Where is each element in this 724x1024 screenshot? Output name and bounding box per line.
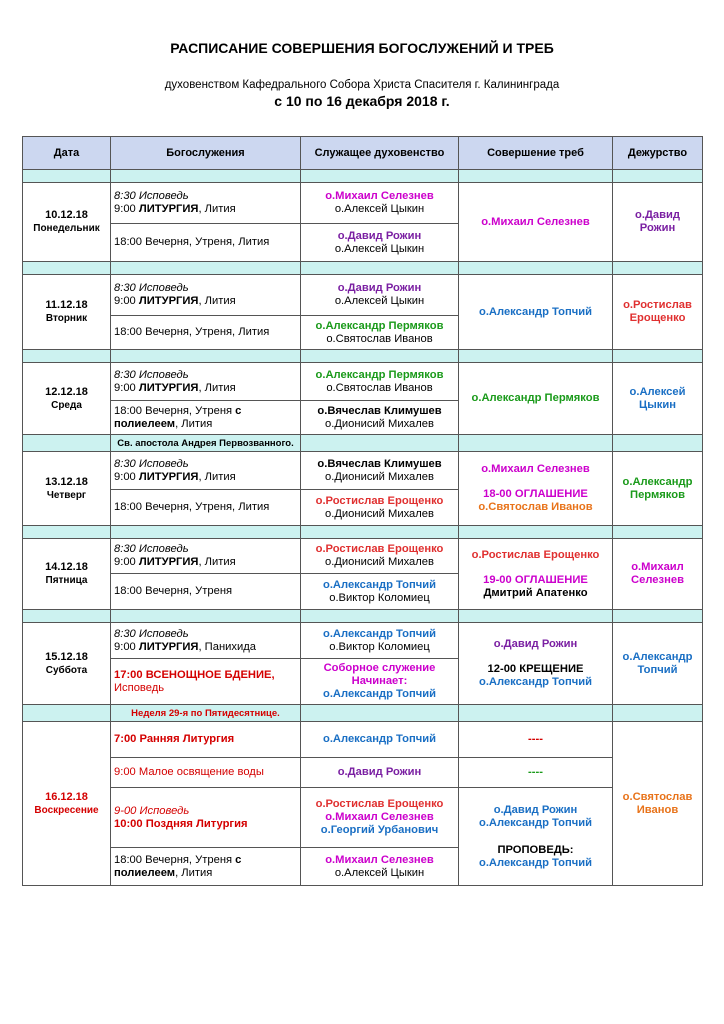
table-row [23, 539, 703, 574]
rites-cell: о.Александр Пермяков [459, 363, 613, 435]
rites-cell: о.Михаил Селезнев [459, 183, 613, 262]
spacer-row [23, 610, 703, 623]
date-cell: 10.12.18 Понедельник [23, 183, 111, 262]
document-title: РАСПИСАНИЕ СОВЕРШЕНИЯ БОГОСЛУЖЕНИЙ И ТРЕБ [170, 40, 554, 56]
rites-cell: ---- [459, 758, 613, 788]
clergy-cell: о.Александр Топчий о.Виктор Коломиец [301, 574, 459, 610]
duty-cell: о.Давид Рожин [613, 183, 703, 262]
service-cell: 8:30 Исповедь 9:00 ЛИТУРГИЯ, Панихида [111, 623, 301, 659]
service-cell: 8:30 Исповедь 9:00 ЛИТУРГИЯ, Лития [111, 363, 301, 401]
clergy-cell: о.Михаил Селезнев о.Алексей Цыкин [301, 848, 459, 886]
date-cell: 14.12.18 Пятница [23, 539, 111, 610]
service-cell: 18:00 Вечерня, Утреня с полиелеем, Лития [111, 848, 301, 886]
date-cell: 11.12.18 Вторник [23, 275, 111, 350]
date-cell: 15.12.18 Суббота [23, 623, 111, 705]
table-row [23, 452, 703, 490]
table-row [23, 363, 703, 401]
service-cell: 18:00 Вечерня, Утреня, Лития [111, 316, 301, 350]
clergy-cell: о.Михаил Селезнев о.Алексей Цыкин [301, 183, 459, 224]
document-period: с 10 по 16 декабря 2018 г. [274, 93, 450, 109]
service-cell: 9:00 Малое освящение воды [111, 758, 301, 788]
clergy-cell: о.Давид Рожин о.Алексей Цыкин [301, 224, 459, 262]
feast-note-row [23, 705, 703, 722]
clergy-cell: о.Давид Рожин [301, 758, 459, 788]
col-header-clergy: Служащее духовенство [301, 137, 459, 170]
table-row [23, 623, 703, 659]
clergy-cell: о.Александр Топчий о.Виктор Коломиец [301, 623, 459, 659]
spacer-row [23, 170, 703, 183]
feast-note-row [23, 435, 703, 452]
rites-cell: ---- [459, 722, 613, 758]
clergy-cell: о.Ростислав Ерощенко о.Дионисий Михалев [301, 490, 459, 526]
service-cell: 8:30 Исповедь 9:00 ЛИТУРГИЯ, Лития [111, 183, 301, 224]
table-row [23, 183, 703, 224]
clergy-cell: о.Вячеслав Климушев о.Дионисий Михалев [301, 452, 459, 490]
rites-cell: о.Давид Рожин о.Александр Топчий ПРОПОВЕДЬ: о.Александр Топчий [459, 788, 613, 886]
col-header-date: Дата [23, 137, 111, 170]
document-subtitle: духовенством Кафедрального Собора Христа Спасителя г. Калининграда [164, 79, 560, 91]
rites-cell: о.Александр Топчий [459, 275, 613, 350]
clergy-cell: о.Александр Пермяков о.Святослав Иванов [301, 316, 459, 350]
duty-cell: о.Александр Топчий [613, 623, 703, 705]
service-cell: 8:30 Исповедь 9:00 ЛИТУРГИЯ, Лития [111, 275, 301, 316]
table-row [23, 275, 703, 316]
rites-cell: о.Михаил Селезнев 18-00 ОГЛАШЕНИЕ о.Святослав Иванов [459, 452, 613, 526]
duty-cell: о.Михаил Селезнев [613, 539, 703, 610]
service-cell: 18:00 Вечерня, Утреня с полиелеем, Лития [111, 401, 301, 435]
rites-cell: о.Ростислав Ерощенко 19-00 ОГЛАШЕНИЕ Дмитрий Апатенко [459, 539, 613, 610]
service-cell: 18:00 Вечерня, Утреня, Лития [111, 490, 301, 526]
clergy-cell: о.Давид Рожин о.Алексей Цыкин [301, 275, 459, 316]
date-cell: 12.12.18 Среда [23, 363, 111, 435]
clergy-cell: о.Александр Топчий [301, 722, 459, 758]
service-cell: 18:00 Вечерня, Утреня [111, 574, 301, 610]
table-row [23, 722, 703, 758]
date-cell: 13.12.18 Четверг [23, 452, 111, 526]
feast-note: Неделя 29-я по Пятидесятнице. [111, 705, 301, 722]
clergy-cell: о.Ростислав Ерощенко о.Михаил Селезнев о.Георгий Урбанович [301, 788, 459, 848]
col-header-rites: Совершение треб [459, 137, 613, 170]
duty-cell: о.Святослав Иванов [613, 722, 703, 886]
table-row [23, 788, 703, 848]
service-cell: 17:00 ВСЕНОЩНОЕ БДЕНИЕ, Исповедь [111, 659, 301, 705]
duty-cell: о.Александр Пермяков [613, 452, 703, 526]
spacer-row [23, 350, 703, 363]
service-cell: 18:00 Вечерня, Утреня, Лития [111, 224, 301, 262]
feast-note: Св. апостола Андрея Первозванного. [111, 435, 301, 452]
schedule-table [22, 136, 703, 886]
duty-cell: о.Алексей Цыкин [613, 363, 703, 435]
table-header-row [23, 137, 703, 170]
clergy-cell: о.Вячеслав Климушев о.Дионисий Михалев [301, 401, 459, 435]
table-row [23, 758, 703, 788]
service-cell: 8:30 Исповедь 9:00 ЛИТУРГИЯ, Лития [111, 452, 301, 490]
rites-cell: о.Давид Рожин 12-00 КРЕЩЕНИЕ о.Александр Топчий [459, 623, 613, 705]
duty-cell: о.Ростислав Ерощенко [613, 275, 703, 350]
service-cell: 9-00 Исповедь 10:00 Поздняя Литургия [111, 788, 301, 848]
spacer-row [23, 526, 703, 539]
clergy-cell: о.Ростислав Ерощенко о.Дионисий Михалев [301, 539, 459, 574]
service-cell: 7:00 Ранняя Литургия [111, 722, 301, 758]
service-cell: 8:30 Исповедь 9:00 ЛИТУРГИЯ, Лития [111, 539, 301, 574]
col-header-services: Богослужения [111, 137, 301, 170]
date-cell: 16.12.18 Воскресение [23, 722, 111, 886]
clergy-cell: Соборное служение Начинает: о.Александр Топчий [301, 659, 459, 705]
clergy-cell: о.Александр Пермяков о.Святослав Иванов [301, 363, 459, 401]
spacer-row [23, 262, 703, 275]
col-header-duty: Дежурство [613, 137, 703, 170]
